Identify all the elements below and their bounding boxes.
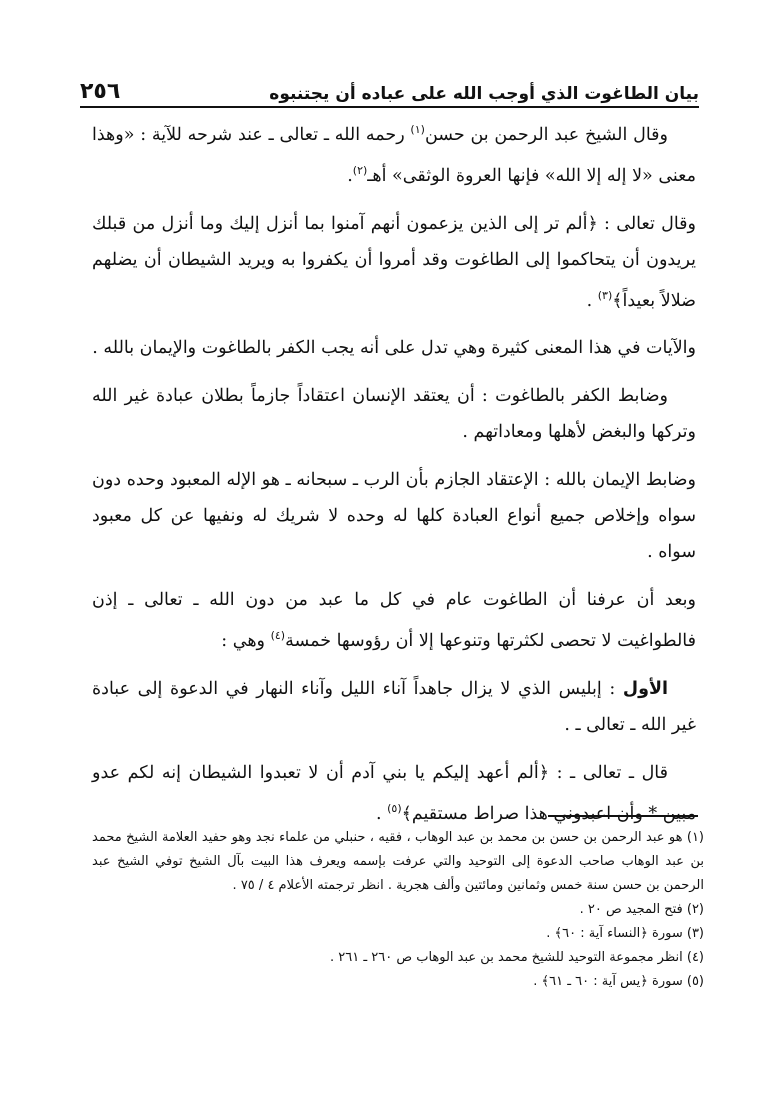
footnote-separator (548, 815, 698, 817)
footnote: (٢) فتح المجيد ص ٢٠ . (579, 902, 704, 917)
paragraph: وضابط الإيمان بالله : الإعتقاد الجازم بأن الرب ـ سبحانه ـ هو الإله المعبود وحده دون سواه وإخلاص جميع أنواع العبادة كلها له وحده لا شريك له ونفيها عن كل معبود سواه . (92, 470, 696, 563)
paragraph: وقال تعالى : ﴿ألم تر إلى الذين يزعمون أنهم آمنوا بما أنزل إليك وما أنزل من قبلك يريدون أن يتحاكموا إلى الطاغوت وقد أمروا أن يكفروا به ويريد الشيطان أن يضلهم ضلالاً بعيداً﴾$^{(٣)}$ . (92, 213, 696, 311)
paragraph: الأول : إبليس الذي لا يزال جاهداً آناء الليل وآناء النهار في الدعوة إلى عبادة غير الله ـ تعالى ـ . (92, 679, 696, 736)
footnote-ref[interactable]: (٤) (270, 629, 286, 643)
footnote-ref[interactable]: (٥) (387, 802, 402, 816)
footnote-ref[interactable]: (٣) (597, 288, 613, 302)
paragraph: وقال الشيخ عبد الرحمن بن حسن$^{(١)}$ رحمه الله ـ تعالى ـ عند شرحه للآية : «وهذا معنى «لا إله إلا الله» فإنها العروة الوثقى» أهـ$^{(٢)}$. (92, 123, 696, 186)
footnotes (92, 826, 704, 994)
main-text (92, 112, 696, 844)
page-header (80, 70, 699, 108)
paragraph: وضابط الكفر بالطاغوت : أن يعتقد الإنسان اعتقاداً جازماً بطلان عبادة غير الله وتركها والبغض لأهلها ومعاداتهم . (92, 386, 696, 443)
footnote: (٥) سورة ﴿يس آية : ٦٠ ـ ٦١﴾ . (533, 974, 704, 989)
paragraph-lead: الأول (622, 679, 668, 700)
footnote: (٣) سورة ﴿النساء آية : ٦٠﴾ . (546, 926, 704, 941)
footnote: (١) هو عبد الرحمن بن حسن بن محمد بن عبد الوهاب ، فقيه ، حنبلي من علماء نجد وهو حفيد العلامة الشيخ محمد بن عبد الوهاب صاحب الدعوة إلى التوحيد والتي عرفت بإسمه ويعرف هذا البيت بآل الشيخ توفي الشيخ عبد الرحمن بن حسن سنة خمس وثمانين ومائتين وألف هجرية . انظر ترجمته الأعلام ٤ / ٧٥ . (92, 830, 704, 893)
paragraph: قال ـ تعالى ـ : ﴿ألم أعهد إليكم يا بني آدم أن لا تعبدوا الشيطان إنه لكم عدو مبين * وأن اعبدوني هذا صراط مستقيم﴾$^{(٥)}$ . (92, 763, 696, 825)
paragraph: والآيات في هذا المعنى كثيرة وهي تدل على أنه يجب الكفر بالطاغوت والإيمان بالله . (92, 338, 696, 359)
footnote-ref[interactable]: (١) (410, 123, 425, 136)
running-title: بيان الطاغوت الذي أوجب الله على عباده أن يجتنبوه (269, 84, 699, 104)
footnote-ref[interactable]: (٢) (352, 163, 368, 177)
footnote: (٤) انظر مجموعة التوحيد للشيخ محمد بن عبد الوهاب ص ٢٦٠ ـ ٢٦١ . (329, 950, 704, 965)
paragraph: وبعد أن عرفنا أن الطاغوت عام في كل ما عبد من دون الله ـ تعالى ـ إذن فالطواغيت لا تحصى لكثرتها وتنوعها إلا أن رؤوسها خمسة$^{(٤)}$ وهي : (92, 590, 696, 652)
page-number: ٢٥٦ (80, 79, 121, 104)
